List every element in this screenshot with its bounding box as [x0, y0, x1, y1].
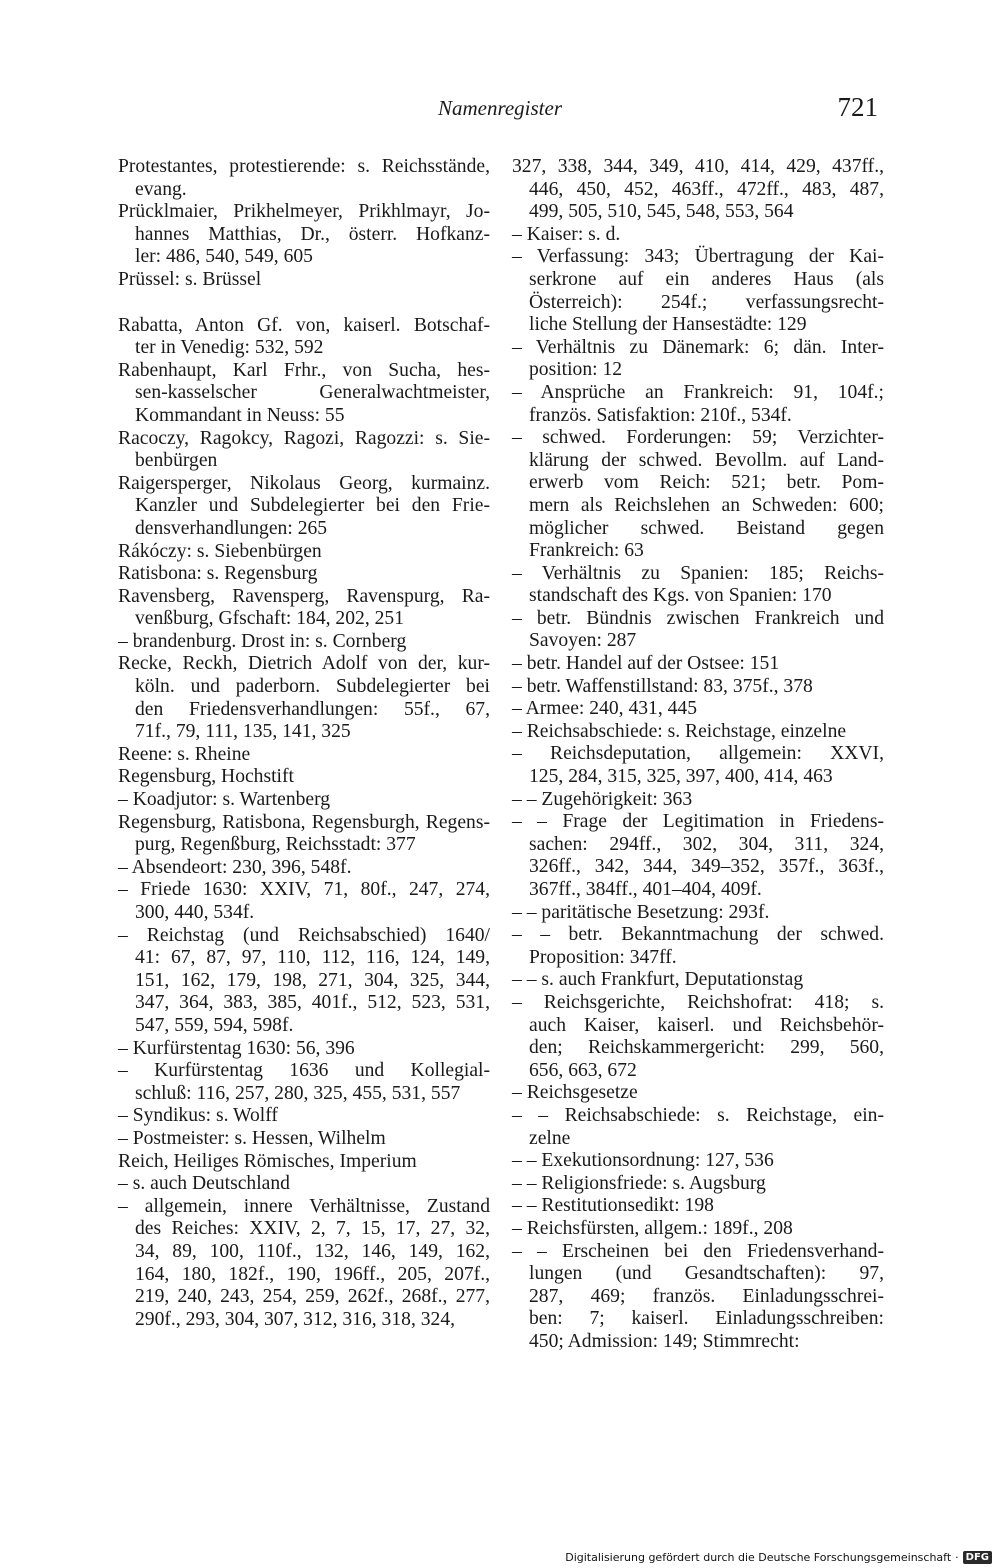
index-entry-line: 34, 89, 100, 110f., 132, 146, 149, 162, — [135, 1240, 490, 1262]
index-entry-line: erwerb vom Reich: 521; betr. Pom- — [529, 472, 884, 494]
index-entry-line: schluß: 116, 257, 280, 325, 455, 531, 557 — [135, 1082, 461, 1104]
index-entry-line: Rabatta, Anton Gf. von, kaiserl. Botschaf- — [118, 314, 490, 336]
index-entry — [512, 653, 884, 676]
index-entry — [118, 1038, 490, 1061]
index-entry — [118, 269, 490, 292]
index-entry-line: den Friedensverhandlungen: 55f., 67, — [135, 698, 490, 720]
index-entry-line: 164, 180, 182f., 190, 196ff., 205, 207f., — [135, 1263, 490, 1285]
index-entry — [512, 246, 884, 336]
index-entry — [118, 1060, 490, 1105]
index-entry-line: – – Reichsabschiede: s. Reichstage, ein- — [512, 1104, 884, 1126]
index-entry-line: – Kaiser: s. d. — [512, 223, 621, 245]
index-entry-line: 499, 505, 510, 545, 548, 553, 564 — [529, 201, 794, 223]
index-entry — [512, 676, 884, 699]
index-entry-line: klärung der schwed. Bevollm. auf Land- — [529, 449, 884, 471]
index-entry — [512, 811, 884, 901]
index-entry-line: möglicher schwed. Beistand gegen — [529, 517, 884, 539]
index-entry-line: Reene: s. Rheine — [118, 743, 251, 765]
index-entry-line: 326ff., 342, 344, 349–352, 357f., 363f., — [529, 856, 884, 878]
index-entry-line: 327, 338, 344, 349, 410, 414, 429, 437ff., — [512, 156, 884, 177]
index-entry — [512, 224, 884, 247]
index-entry-line: – Postmeister: s. Hessen, Wilhelm — [118, 1127, 386, 1149]
index-entry — [118, 360, 490, 428]
index-entry-line: Regensburg, Ratisbona, Regensburgh, Regens- — [118, 811, 490, 833]
index-entry — [118, 315, 490, 360]
running-header-title: Namenregister — [437, 96, 563, 120]
index-entry-line: Frankreich: 63 — [529, 540, 644, 562]
footer-text: Digitalisierung gefördert durch die Deutsche Forschungsgemeinschaft — [565, 1551, 952, 1564]
index-entry — [512, 1173, 884, 1196]
index-entry-line: position: 12 — [529, 359, 623, 381]
index-entry — [512, 721, 884, 744]
index-entry — [512, 337, 884, 382]
index-entry-line: – – Restitutionsedikt: 198 — [512, 1195, 714, 1217]
index-entry-line: – betr. Bündnis zwischen Frankreich und — [512, 607, 884, 629]
index-entry — [118, 789, 490, 812]
index-entry-line: Proposition: 347ff. — [529, 946, 677, 968]
index-entry-line: hannes Matthias, Dr., österr. Hofkanz- — [135, 223, 490, 245]
index-entry-line: – Reichstag (und Reichsabschied) 1640/ — [118, 924, 490, 946]
index-entry-line: – Reichsgerichte, Reichshofrat: 418; s. — [512, 991, 884, 1013]
index-entry — [118, 766, 490, 789]
index-entry-line: – Ansprüche an Frankreich: 91, 104f.; — [512, 381, 884, 403]
index-entry-line: – Kurfürstentag 1630: 56, 396 — [118, 1037, 355, 1059]
index-entry-line: 347, 364, 383, 385, 401f., 512, 523, 531, — [135, 992, 490, 1014]
index-entry — [118, 1173, 490, 1196]
index-entry-line: Prüssel: s. Brüssel — [118, 268, 262, 290]
index-entry-line: köln. und paderborn. Subdelegierter bei — [135, 676, 490, 698]
index-entry — [512, 924, 884, 969]
index-entry-line: Rabenhaupt, Karl Frhr., von Sucha, hes- — [118, 359, 490, 381]
index-entry — [512, 156, 884, 224]
index-entry-line: 300, 440, 534f. — [135, 902, 255, 923]
index-entry-line: – Armee: 240, 431, 445 — [512, 698, 698, 720]
index-entry — [118, 744, 490, 767]
index-entry-line: ben: 7; kaiserl. Einladungsschreiben: — [529, 1308, 884, 1330]
index-entry — [512, 1195, 884, 1218]
index-entry-line: – Absendeort: 230, 396, 548f. — [118, 856, 352, 878]
index-entry-line: 290f., 293, 304, 307, 312, 316, 318, 324, — [135, 1308, 456, 1330]
index-entry-line: – schwed. Forderungen: 59; Verzichter- — [512, 427, 884, 449]
digitization-footer — [565, 1551, 992, 1564]
index-entry-line: – – paritätische Besetzung: 293f. — [512, 901, 770, 923]
index-entry — [118, 879, 490, 924]
index-entry-line: Recke, Reckh, Dietrich Adolf von der, kur- — [118, 653, 490, 675]
index-entry-line: Reich, Heiliges Römisches, Imperium — [118, 1150, 417, 1172]
index-entry-line: zelne — [529, 1127, 571, 1149]
index-entry-line: – Verhältnis zu Dänemark: 6; dän. Inter- — [512, 336, 884, 358]
index-entry — [118, 428, 490, 473]
index-entry-line: – – betr. Bekanntmachung der schwed. — [512, 924, 884, 946]
index-entry-line: 450; Admission: 149; Stimmrecht: — [529, 1330, 800, 1352]
index-entry-line: – s. auch Deutschland — [118, 1173, 290, 1195]
index-entry-line: 125, 284, 315, 325, 397, 400, 414, 463 — [529, 766, 833, 788]
index-entry-line: Ratisbona: s. Regensburg — [118, 563, 318, 585]
index-entry-line: Kanzler und Subdelegierter bei den Frie- — [135, 495, 490, 517]
index-entry-line: den; Reichskammergericht: 299, 560, — [529, 1037, 884, 1059]
index-entry — [512, 969, 884, 992]
index-entry-line: venßburg, Gfschaft: 184, 202, 251 — [135, 608, 405, 630]
index-entry — [118, 586, 490, 631]
index-entry-line: – – Exekutionsordnung: 127, 536 — [512, 1150, 774, 1172]
index-entry — [512, 382, 884, 427]
index-entry-line: französ. Satisfaktion: 210f., 534f. — [529, 404, 792, 426]
index-entry-line: mern als Reichslehen an Schweden: 600; — [529, 494, 884, 516]
index-entry-line: standschaft des Kgs. von Spanien: 170 — [529, 585, 832, 607]
index-entry-line: liche Stellung der Hansestädte: 129 — [529, 314, 807, 336]
index-entry-line: – – s. auch Frankfurt, Deputationstag — [512, 969, 804, 991]
index-entry-line: Prücklmaier, Prikhelmeyer, Prikhlmayr, Jo- — [118, 201, 490, 223]
index-entry — [118, 857, 490, 880]
index-entry-line: purg, Regenßburg, Reichsstadt: 377 — [135, 834, 416, 856]
index-entry-line: – – Religionsfriede: s. Augsburg — [512, 1172, 766, 1194]
index-entry-line: ler: 486, 540, 549, 605 — [135, 246, 313, 268]
index-entry — [118, 812, 490, 857]
index-entry-line: Protestantes, protestierende: s. Reichsstände, — [118, 156, 490, 177]
index-column-left — [118, 156, 490, 1331]
index-entry-line: – – Erscheinen bei den Friedensverhand- — [512, 1240, 884, 1262]
index-entry-line: – betr. Waffenstillstand: 83, 375f., 378 — [512, 675, 813, 697]
index-entry — [118, 631, 490, 654]
index-entry-line: ter in Venedig: 532, 592 — [135, 337, 324, 359]
index-entry-line: – Reichsabschiede: s. Reichstage, einzelne — [512, 720, 847, 742]
index-entry — [512, 1082, 884, 1105]
index-entry-line: – Kurfürstentag 1636 und Kollegial- — [118, 1060, 490, 1082]
index-entry-line: 367ff., 384ff., 401–404, 409f. — [529, 879, 762, 900]
index-entry-line: – Reichsgesetze — [512, 1082, 638, 1104]
index-entry — [118, 563, 490, 586]
index-entry — [512, 608, 884, 653]
index-entry-line: – Friede 1630: XXIV, 71, 80f., 247, 274, — [118, 879, 490, 901]
index-entry-line: – Verhältnis zu Spanien: 185; Reichs- — [512, 562, 884, 584]
index-column-right — [512, 156, 884, 1353]
index-entry-line: sachen: 294ff., 302, 304, 311, 324, — [529, 833, 884, 855]
index-entry — [512, 1105, 884, 1150]
index-entry — [118, 1105, 490, 1128]
page-number: 721 — [837, 92, 878, 122]
index-entry-line: Raigersperger, Nikolaus Georg, kurmainz. — [118, 472, 490, 494]
index-entry — [118, 541, 490, 564]
index-entry-line: 656, 663, 672 — [529, 1059, 637, 1081]
index-entry — [118, 1151, 490, 1174]
index-entry — [118, 1196, 490, 1332]
index-entry-line: Regensburg, Hochstift — [118, 766, 294, 788]
index-entry — [118, 653, 490, 743]
index-entry-line: – Reichsfürsten, allgem.: 189f., 208 — [512, 1217, 793, 1239]
index-entry-line: – Reichsdeputation, allgemein: XXVI, — [512, 743, 884, 765]
index-entry-line: Savoyen: 287 — [529, 630, 637, 652]
index-entry-line: 151, 162, 179, 198, 271, 304, 325, 344, — [135, 969, 490, 991]
index-entry-line: – allgemein, innere Verhältnisse, Zustand — [118, 1195, 490, 1217]
index-entry-line: 287, 469; französ. Einladungsschrei- — [529, 1285, 884, 1307]
index-entry-line: 446, 450, 452, 463ff., 472ff., 483, 487, — [529, 178, 884, 200]
index-entry-line: Racoczy, Ragokcy, Ragozi, Ragozzi: s. Sie- — [118, 427, 490, 449]
index-entry — [512, 789, 884, 812]
index-entry — [512, 992, 884, 1082]
index-entry-line: – Syndikus: s. Wolff — [118, 1105, 278, 1127]
index-entry-line: – – Frage der Legitimation in Friedens- — [512, 811, 884, 833]
index-entry — [512, 698, 884, 721]
index-entry — [512, 427, 884, 563]
index-entry-line: – brandenburg. Drost in: s. Cornberg — [118, 630, 407, 652]
index-entry — [118, 473, 490, 541]
index-entry — [118, 1128, 490, 1151]
index-entry-line: 547, 559, 594, 598f. — [135, 1014, 294, 1036]
index-entry-line: 71f., 79, 111, 135, 141, 325 — [135, 721, 351, 743]
index-entry-line: sen-kasselscher Generalwachtmeister, — [135, 382, 490, 404]
index-entry — [512, 902, 884, 925]
index-entry-line: – Koadjutor: s. Wartenberg — [118, 789, 331, 811]
index-entry — [118, 201, 490, 269]
index-entry — [512, 563, 884, 608]
index-entry-line: densverhandlungen: 265 — [135, 517, 328, 539]
index-entry — [512, 743, 884, 788]
index-entry-line: evang. — [135, 178, 187, 200]
index-entry-line: serkrone auf ein anderes Haus (als — [529, 268, 884, 290]
section-spacer — [118, 292, 490, 315]
index-entry-line: – betr. Handel auf der Ostsee: 151 — [512, 653, 780, 675]
index-entry-line: benbürgen — [135, 450, 218, 472]
index-entry — [118, 156, 490, 201]
index-entry — [118, 925, 490, 1038]
index-entry — [512, 1150, 884, 1173]
footer-dot: · — [955, 1551, 959, 1564]
index-entry-line: auch Kaiser, kaiserl. und Reichsbehör- — [529, 1014, 884, 1036]
index-entry-line: lungen (und Gesandtschaften): 97, — [529, 1263, 884, 1285]
index-entry — [512, 1218, 884, 1241]
index-entry-line: 219, 240, 243, 254, 259, 262f., 268f., 277, — [135, 1286, 490, 1308]
dfg-logo-icon: DFG — [963, 1551, 992, 1564]
index-entry-line: 41: 67, 87, 97, 110, 112, 116, 124, 149, — [135, 947, 490, 969]
index-entry-line: – – Zugehörigkeit: 363 — [512, 788, 693, 810]
index-entry — [512, 1241, 884, 1354]
index-entry-line: des Reiches: XXIV, 2, 7, 15, 17, 27, 32, — [135, 1218, 490, 1240]
index-entry-line: Rákóczy: s. Siebenbürgen — [118, 540, 322, 562]
index-entry-line: Kommandant in Neuss: 55 — [135, 404, 345, 426]
index-entry-line: – Verfassung: 343; Übertragung der Kai- — [512, 246, 884, 268]
index-entry-line: Österreich): 254f.; verfassungsrecht- — [529, 291, 884, 313]
index-entry-line: Ravensberg, Ravensperg, Ravenspurg, Ra- — [118, 585, 490, 607]
